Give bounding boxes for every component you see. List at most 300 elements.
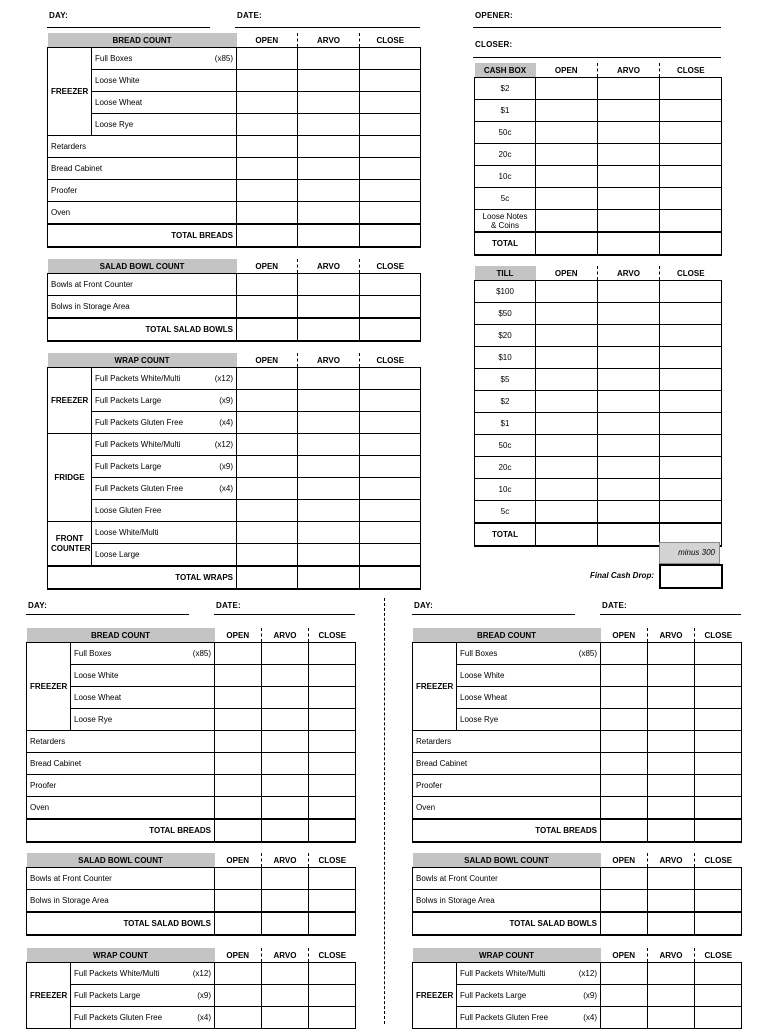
date-label: DATE: [602,601,627,610]
arvo-cell[interactable] [648,775,695,797]
open-cell[interactable] [601,985,648,1007]
close-cell[interactable] [360,478,421,500]
close-cell[interactable] [695,753,742,775]
wrap-row-label: Loose White/Multi [92,522,237,544]
close-cell[interactable] [309,819,356,842]
col-arvo: ARVO [262,853,309,868]
open-cell[interactable] [536,210,598,233]
arvo-cell[interactable] [598,479,660,501]
bread-row-label: Oven [413,797,601,820]
close-cell[interactable] [360,274,421,296]
arvo-cell[interactable] [598,347,660,369]
open-cell[interactable] [237,180,298,202]
col-close: CLOSE [695,948,742,963]
close-cell[interactable] [309,890,356,913]
close-cell[interactable] [660,78,722,100]
salad-bowl-title: SALAD BOWL COUNT [48,259,237,274]
opener-field-line[interactable] [473,27,721,28]
col-open: OPEN [215,948,262,963]
close-cell[interactable] [695,643,742,665]
open-cell[interactable] [601,868,648,890]
arvo-cell[interactable] [598,122,660,144]
close-cell[interactable] [309,753,356,775]
arvo-cell[interactable] [648,819,695,842]
arvo-cell[interactable] [298,158,360,180]
open-cell[interactable] [237,136,298,158]
open-cell[interactable] [601,1007,648,1029]
open-cell[interactable] [601,963,648,985]
col-open: OPEN [215,628,262,643]
open-cell[interactable] [601,912,648,935]
open-cell[interactable] [536,188,598,210]
arvo-cell[interactable] [648,643,695,665]
wrap-row-label: Full Packets Large (x9) [92,390,237,412]
close-cell[interactable] [309,731,356,753]
open-cell[interactable] [536,435,598,457]
arvo-cell[interactable] [298,224,360,247]
close-cell[interactable] [695,985,742,1007]
open-cell[interactable] [237,92,298,114]
close-cell[interactable] [660,501,722,524]
arvo-cell[interactable] [598,232,660,255]
open-cell[interactable] [536,122,598,144]
open-cell[interactable] [536,369,598,391]
arvo-cell[interactable] [598,325,660,347]
open-cell[interactable] [237,544,298,567]
close-cell[interactable] [309,687,356,709]
arvo-cell[interactable] [598,166,660,188]
arvo-cell[interactable] [298,92,360,114]
arvo-cell[interactable] [598,210,660,233]
arvo-cell[interactable] [262,775,309,797]
salad-bowl-table [26,853,356,936]
arvo-cell[interactable] [262,963,309,985]
bread-row-label: Proofer [48,180,237,202]
arvo-cell[interactable] [262,687,309,709]
arvo-cell[interactable] [262,890,309,913]
col-close: CLOSE [695,628,742,643]
open-cell[interactable] [601,665,648,687]
bread-row-label: Retarders [413,731,601,753]
front-counter-group-label: FRONT COUNTER [48,522,92,567]
bread-row-label: Full Boxes (x85) [92,48,237,70]
open-cell[interactable] [215,775,262,797]
arvo-cell[interactable] [648,890,695,913]
close-cell[interactable] [360,158,421,180]
arvo-cell[interactable] [298,566,360,589]
arvo-cell[interactable] [648,963,695,985]
close-cell[interactable] [695,797,742,820]
arvo-cell[interactable] [262,985,309,1007]
freezer-group-label: FREEZER [48,48,92,136]
close-cell[interactable] [360,522,421,544]
close-cell[interactable] [360,224,421,247]
arvo-cell[interactable] [648,1007,695,1029]
close-cell[interactable] [360,114,421,136]
wrap-row-label: Full Packets White/Multi (x12) [92,368,237,390]
open-cell[interactable] [237,70,298,92]
close-cell[interactable] [660,369,722,391]
freezer-group-label: FREEZER [413,643,457,731]
close-cell[interactable] [695,868,742,890]
arvo-cell[interactable] [298,136,360,158]
close-cell[interactable] [660,166,722,188]
arvo-cell[interactable] [298,390,360,412]
col-close: CLOSE [360,259,421,274]
col-arvo: ARVO [598,266,660,281]
open-cell[interactable] [215,912,262,935]
date-field-line[interactable] [214,614,355,615]
wrap-row-label: Full Packets White/Multi (x12) [71,963,215,985]
col-close: CLOSE [360,33,421,48]
salad-row-label: Bowls at Front Counter [48,274,237,296]
close-cell[interactable] [695,687,742,709]
open-cell[interactable] [237,224,298,247]
denomination-label: $2 [475,391,536,413]
arvo-cell[interactable] [598,144,660,166]
bread-row-label: Proofer [27,775,215,797]
col-arvo: ARVO [648,853,695,868]
freezer-group-label: FREEZER [413,963,457,1029]
day-label: DAY: [28,601,48,610]
close-cell[interactable] [660,100,722,122]
close-cell[interactable] [660,144,722,166]
open-cell[interactable] [536,281,598,303]
arvo-cell[interactable] [598,188,660,210]
wrap-row-label: Full Packets White/Multi (x12) [457,963,601,985]
open-cell[interactable] [237,202,298,225]
arvo-cell[interactable] [598,523,660,546]
open-cell[interactable] [601,731,648,753]
opener-label: OPENER: [475,11,513,20]
close-cell[interactable] [660,303,722,325]
close-cell[interactable] [360,92,421,114]
close-cell[interactable] [695,731,742,753]
close-cell[interactable] [660,188,722,210]
arvo-cell[interactable] [298,434,360,456]
arvo-cell[interactable] [262,709,309,731]
open-cell[interactable] [215,753,262,775]
open-cell[interactable] [601,890,648,913]
col-close: CLOSE [360,353,421,368]
arvo-cell[interactable] [262,665,309,687]
col-arvo: ARVO [648,628,695,643]
arvo-cell[interactable] [648,797,695,820]
open-cell[interactable] [237,158,298,180]
open-cell[interactable] [215,1007,262,1029]
close-cell[interactable] [695,775,742,797]
open-cell[interactable] [601,753,648,775]
open-cell[interactable] [215,709,262,731]
minus-300-note: minus 300 [659,542,720,564]
arvo-cell[interactable] [262,819,309,842]
arvo-cell[interactable] [648,665,695,687]
close-cell[interactable] [360,202,421,225]
arvo-cell[interactable] [298,412,360,434]
date-field-line[interactable] [235,27,420,28]
total-salad-label: TOTAL SALAD BOWLS [413,912,601,935]
open-cell[interactable] [536,347,598,369]
salad-row-label: Bolws in Storage Area [27,890,215,913]
close-cell[interactable] [309,963,356,985]
close-cell[interactable] [695,963,742,985]
open-cell[interactable] [536,144,598,166]
open-cell[interactable] [536,303,598,325]
open-cell[interactable] [536,457,598,479]
arvo-cell[interactable] [262,753,309,775]
open-cell[interactable] [536,166,598,188]
arvo-cell[interactable] [298,478,360,500]
arvo-cell[interactable] [298,48,360,70]
arvo-cell[interactable] [262,912,309,935]
denomination-label: $1 [475,413,536,435]
close-cell[interactable] [360,434,421,456]
salad-bowl-table [47,259,421,342]
open-cell[interactable] [536,391,598,413]
open-cell[interactable] [237,318,298,341]
bread-row-label: Loose White [92,70,237,92]
arvo-cell[interactable] [298,544,360,567]
close-cell[interactable] [695,890,742,913]
open-cell[interactable] [215,819,262,842]
arvo-cell[interactable] [262,643,309,665]
bread-row-label: Loose Rye [71,709,215,731]
wrap-row-label: Full Packets Large (x9) [92,456,237,478]
denomination-label: 10c [475,479,536,501]
open-cell[interactable] [601,819,648,842]
denomination-label: $10 [475,347,536,369]
close-cell[interactable] [309,985,356,1007]
close-cell[interactable] [309,868,356,890]
open-cell[interactable] [536,501,598,524]
denomination-label: $1 [475,100,536,122]
close-cell[interactable] [660,281,722,303]
close-cell[interactable] [360,412,421,434]
arvo-cell[interactable] [648,709,695,731]
close-cell[interactable] [309,797,356,820]
arvo-cell[interactable] [298,296,360,319]
arvo-cell[interactable] [598,501,660,524]
arvo-cell[interactable] [648,753,695,775]
open-cell[interactable] [237,274,298,296]
open-cell[interactable] [215,797,262,820]
date-label: DATE: [216,601,241,610]
open-cell[interactable] [536,232,598,255]
arvo-cell[interactable] [262,1007,309,1029]
close-cell[interactable] [660,122,722,144]
close-cell[interactable] [360,180,421,202]
open-cell[interactable] [536,325,598,347]
till-table [474,266,722,547]
open-cell[interactable] [237,296,298,319]
close-cell[interactable] [660,347,722,369]
denomination-label: $5 [475,369,536,391]
open-cell[interactable] [215,643,262,665]
open-cell[interactable] [536,78,598,100]
close-cell[interactable] [660,413,722,435]
open-cell[interactable] [215,963,262,985]
arvo-cell[interactable] [298,368,360,390]
col-close: CLOSE [660,63,722,78]
arvo-cell[interactable] [298,114,360,136]
close-cell[interactable] [660,435,722,457]
open-cell[interactable] [215,687,262,709]
arvo-cell[interactable] [598,435,660,457]
open-cell[interactable] [237,434,298,456]
close-cell[interactable] [660,457,722,479]
open-cell[interactable] [601,643,648,665]
denomination-label: 20c [475,144,536,166]
day-label: DAY: [49,11,69,20]
close-cell[interactable] [309,1007,356,1029]
col-arvo: ARVO [298,259,360,274]
arvo-cell[interactable] [648,731,695,753]
final-cash-drop-box[interactable] [659,564,723,589]
cash-box-table [474,63,722,256]
open-cell[interactable] [237,566,298,589]
close-cell[interactable] [360,136,421,158]
day-field-line[interactable] [47,27,210,28]
close-cell[interactable] [695,1007,742,1029]
bread-count-title: BREAD COUNT [413,628,601,643]
bread-row-label: Loose Rye [92,114,237,136]
total-wraps-label: TOTAL WRAPS [48,566,237,589]
wrap-count-table [412,948,742,1029]
wrap-count-title: WRAP COUNT [413,948,601,963]
closer-field-line[interactable] [473,57,721,58]
freezer-group-label: FREEZER [48,368,92,434]
close-cell[interactable] [695,912,742,935]
close-cell[interactable] [660,325,722,347]
close-cell[interactable] [660,210,722,233]
day-field-line[interactable] [26,614,189,615]
arvo-cell[interactable] [598,100,660,122]
open-cell[interactable] [536,100,598,122]
open-cell[interactable] [215,890,262,913]
arvo-cell[interactable] [298,202,360,225]
close-cell[interactable] [360,566,421,589]
open-cell[interactable] [237,48,298,70]
close-cell[interactable] [360,70,421,92]
freezer-group-label: FREEZER [27,963,71,1029]
day-label: DAY: [414,601,434,610]
day-field-line[interactable] [412,614,575,615]
col-open: OPEN [536,266,598,281]
close-cell[interactable] [660,479,722,501]
open-cell[interactable] [601,709,648,731]
arvo-cell[interactable] [648,868,695,890]
close-cell[interactable] [360,544,421,567]
bread-row-label: Full Boxes (x85) [457,643,601,665]
close-cell[interactable] [695,665,742,687]
wrap-row-label: Full Packets Gluten Free (x4) [92,478,237,500]
arvo-cell[interactable] [598,281,660,303]
arvo-cell[interactable] [598,413,660,435]
close-cell[interactable] [309,665,356,687]
open-cell[interactable] [601,797,648,820]
col-open: OPEN [237,33,298,48]
close-cell[interactable] [660,391,722,413]
arvo-cell[interactable] [262,868,309,890]
arvo-cell[interactable] [298,180,360,202]
arvo-cell[interactable] [598,391,660,413]
open-cell[interactable] [536,413,598,435]
bread-row-label: Bread Cabinet [48,158,237,180]
denomination-label: 5c [475,188,536,210]
close-cell[interactable] [360,48,421,70]
bread-row-label: Full Boxes (x85) [71,643,215,665]
bread-row-label: Loose White [71,665,215,687]
col-open: OPEN [237,259,298,274]
salad-bowl-title: SALAD BOWL COUNT [413,853,601,868]
col-close: CLOSE [309,628,356,643]
close-cell[interactable] [360,456,421,478]
arvo-cell[interactable] [298,318,360,341]
wrap-row-label: Full Packets Gluten Free (x4) [71,1007,215,1029]
close-cell[interactable] [309,643,356,665]
open-cell[interactable] [215,985,262,1007]
open-cell[interactable] [215,868,262,890]
open-cell[interactable] [215,665,262,687]
arvo-cell[interactable] [598,369,660,391]
close-cell[interactable] [660,232,722,255]
arvo-cell[interactable] [298,70,360,92]
arvo-cell[interactable] [262,731,309,753]
open-cell[interactable] [601,775,648,797]
open-cell[interactable] [237,522,298,544]
close-cell[interactable] [360,296,421,319]
open-cell[interactable] [536,479,598,501]
bread-row-label: Proofer [413,775,601,797]
arvo-cell[interactable] [648,687,695,709]
arvo-cell[interactable] [298,456,360,478]
open-cell[interactable] [601,687,648,709]
arvo-cell[interactable] [598,457,660,479]
open-cell[interactable] [237,412,298,434]
wrap-row-label: Full Packets White/Multi (x12) [92,434,237,456]
close-cell[interactable] [360,390,421,412]
bread-count-table [47,33,421,248]
close-cell[interactable] [360,368,421,390]
arvo-cell[interactable] [598,303,660,325]
close-cell[interactable] [360,318,421,341]
fridge-group-label: FRIDGE [48,434,92,522]
open-cell[interactable] [237,456,298,478]
open-cell[interactable] [215,731,262,753]
open-cell[interactable] [237,478,298,500]
open-cell[interactable] [237,390,298,412]
arvo-cell[interactable] [598,78,660,100]
close-cell[interactable] [309,775,356,797]
arvo-cell[interactable] [648,912,695,935]
close-cell[interactable] [695,819,742,842]
arvo-cell[interactable] [298,522,360,544]
arvo-cell[interactable] [298,274,360,296]
close-cell[interactable] [309,709,356,731]
arvo-cell[interactable] [648,985,695,1007]
open-cell[interactable] [237,368,298,390]
date-field-line[interactable] [600,614,741,615]
arvo-cell[interactable] [262,797,309,820]
open-cell[interactable] [536,523,598,546]
arvo-cell[interactable] [298,500,360,522]
open-cell[interactable] [237,114,298,136]
open-cell[interactable] [237,500,298,522]
close-cell[interactable] [309,912,356,935]
close-cell[interactable] [695,709,742,731]
close-cell[interactable] [360,500,421,522]
cash-box-total-label: TOTAL [475,232,536,255]
